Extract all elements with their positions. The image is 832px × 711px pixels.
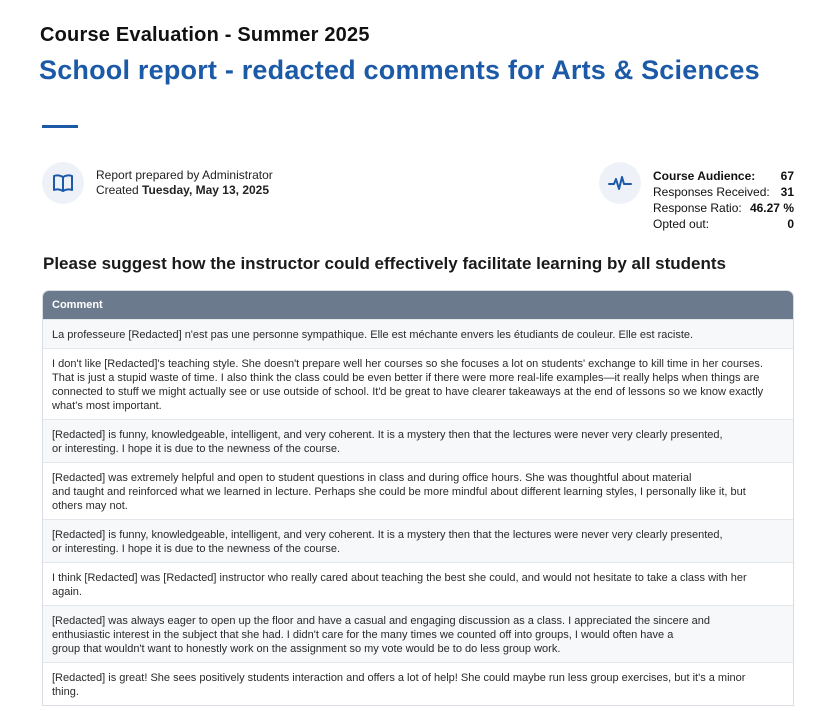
prepared-prefix: Report prepared by <box>96 168 200 182</box>
title-divider <box>42 125 78 128</box>
stat-responses <box>653 184 794 200</box>
comment-text: I think [Redacted] was [Redacted] instructor who really cared about teaching the best she could, and would not hesitate to take a class with her <box>52 572 747 584</box>
comment-text: [Redacted] is funny, knowledgeable, intelligent, and very coherent. It is a mystery then that the lectures were never very clearly presented, <box>52 429 723 441</box>
comment-text: what's most important. <box>52 400 162 412</box>
question-heading: Please suggest how the instructor could effectively facilitate learning by all students <box>43 254 727 273</box>
stat-label: Responses Received: <box>653 185 770 199</box>
stat-label: Course Audience: <box>653 169 756 183</box>
page-title: School report - redacted comments for Arts & Sciences <box>39 55 760 85</box>
comment-text: [Redacted] was always eager to open up the floor and have a casual and engaging discussion as a class. I appreciated the sincere and <box>52 615 710 627</box>
comment-text: and taught and reinforced what we learned in lecture. Perhaps she could be more mindful about different learning styles, I personally like it, but <box>52 486 746 498</box>
stat-audience <box>653 168 794 184</box>
table-row <box>43 519 793 562</box>
report-eyebrow: Course Evaluation - Summer 2025 <box>40 24 370 46</box>
stat-value: 46.27 % <box>749 201 794 215</box>
comment-text: enthusiastic interest in the subject that she had. I didn't care for the many times we counted off into groups, I would often have a <box>52 629 674 641</box>
table-row <box>43 462 793 519</box>
response-stats <box>653 168 794 232</box>
pulse-icon <box>599 162 641 204</box>
comment-text: or interesting. I hope it is due to the newness of the course. <box>52 443 341 455</box>
comment-text: thing. <box>52 686 79 698</box>
comments-table <box>42 290 794 706</box>
stat-value: 67 <box>780 169 794 183</box>
stat-label: Response Ratio: <box>653 201 742 215</box>
comment-text: or interesting. I hope it is due to the newness of the course. <box>52 543 341 555</box>
comment-text: [Redacted] is funny, knowledgeable, intelligent, and very coherent. It is a mystery then that the lectures were never very clearly presented, <box>52 529 723 541</box>
comment-text: [Redacted] was extremely helpful and open to student questions in class and during office hours. She was thoughtful about material <box>52 472 692 484</box>
created-line <box>96 183 273 198</box>
table-body <box>43 319 793 705</box>
table-row <box>43 348 793 419</box>
comment-text: connected to stuff we might actually see or use outside of school. It'd be great to have clearer takeaways at the end of lessons so we know exactly <box>52 386 764 398</box>
stat-opted-out <box>653 216 794 232</box>
comment-text: again. <box>52 586 82 598</box>
table-row <box>43 419 793 462</box>
stat-label: Opted out: <box>653 217 710 231</box>
comment-text: La professeure [Redacted] n'est pas une personne sympathique. Elle est méchante envers les étudiants de couleur. Elle est raciste. <box>52 329 694 341</box>
table-row <box>43 319 793 348</box>
report-meta <box>96 168 273 198</box>
comment-text: [Redacted] is great! She sees positively students interaction and offers a lot of help! She could maybe run less group exercises, but it's a minor <box>52 672 746 684</box>
created-date: Tuesday, May 13, 2025 <box>142 183 270 197</box>
created-prefix: Created <box>96 183 139 197</box>
comment-text: others may not. <box>52 500 128 512</box>
prepared-line <box>96 168 273 183</box>
book-icon <box>42 162 84 204</box>
comment-text: group that wouldn't want to honestly work on the assignment so my vote would be to do less group work. <box>52 643 561 655</box>
table-header: Comment <box>43 291 793 319</box>
comment-text: I don't like [Redacted]'s teaching style. She doesn't prepare well her courses so she focuses a lot on students' exchange to kill time in her courses. <box>52 358 763 370</box>
table-row <box>43 605 793 662</box>
stat-ratio <box>653 200 794 216</box>
comment-text: That is just a stupid waste of time. I also think the class could be even better if there were more real-life examples—it really helps when things are <box>52 372 760 384</box>
stat-value: 0 <box>787 217 794 231</box>
prepared-by: Administrator <box>202 168 273 182</box>
table-row <box>43 662 793 705</box>
table-row <box>43 562 793 605</box>
stat-value: 31 <box>780 185 794 199</box>
